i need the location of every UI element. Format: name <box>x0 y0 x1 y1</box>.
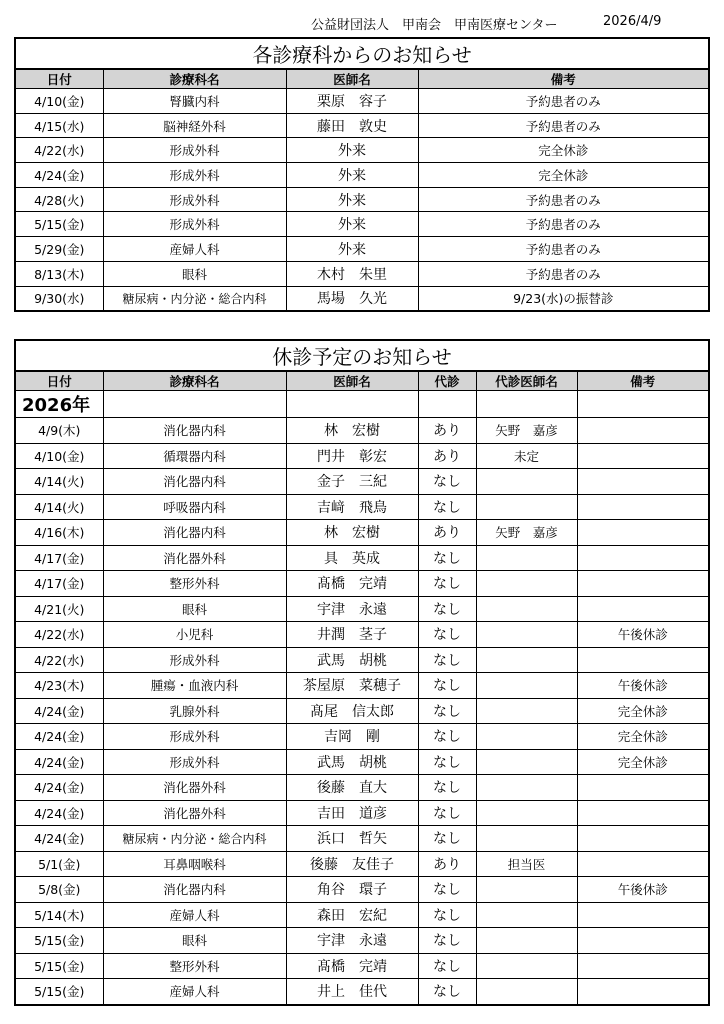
cell-dept: 糖尿病・内分泌・総合内科 <box>103 286 286 311</box>
col-substitute: 代診 <box>418 371 476 391</box>
cell-substitute: あり <box>418 851 476 877</box>
cell-substitute-doctor <box>476 877 577 903</box>
notices-column-header <box>15 69 709 89</box>
cell-dept: 消化器外科 <box>103 545 286 571</box>
cell-substitute: なし <box>418 469 476 495</box>
cell-note: 完全休診 <box>577 749 709 775</box>
cell-dept: 耳鼻咽喉科 <box>103 851 286 877</box>
cell-doctor: 外来 <box>286 187 418 212</box>
cell-date: 4/24(金) <box>15 826 103 852</box>
cell-substitute: なし <box>418 698 476 724</box>
cell-substitute-doctor <box>476 673 577 699</box>
cell-substitute: なし <box>418 902 476 928</box>
cell-note <box>577 826 709 852</box>
table-row <box>15 418 709 444</box>
cell-substitute-doctor <box>476 622 577 648</box>
cell-date: 4/15(水) <box>15 113 103 138</box>
cell-doctor: 藤田 敦史 <box>286 113 418 138</box>
cell-date: 5/15(金) <box>15 979 103 1005</box>
cell-note <box>577 469 709 495</box>
cell-dept: 消化器外科 <box>103 775 286 801</box>
cell-note <box>577 902 709 928</box>
cell-dept: 形成外科 <box>103 187 286 212</box>
cell-doctor: 髙橋 完靖 <box>286 953 418 979</box>
table-row <box>15 979 709 1005</box>
table-row <box>15 89 709 114</box>
cell-doctor: 髙橋 完靖 <box>286 571 418 597</box>
cell-date: 5/1(金) <box>15 851 103 877</box>
cell-substitute: なし <box>418 749 476 775</box>
document-date: 2026/4/9 <box>603 14 662 29</box>
cell-note: 完全休診 <box>577 724 709 750</box>
table-row <box>15 571 709 597</box>
year-label: 2026年 <box>15 391 103 418</box>
cell-substitute: なし <box>418 673 476 699</box>
table-row <box>15 286 709 311</box>
cell-doctor: 門井 彰宏 <box>286 443 418 469</box>
table-row <box>15 800 709 826</box>
cell-dept: 眼科 <box>103 261 286 286</box>
table-row <box>15 163 709 188</box>
cell-note: 9/23(水)の振替診 <box>418 286 709 311</box>
cell-substitute: あり <box>418 443 476 469</box>
col-date: 日付 <box>15 371 103 391</box>
cell-dept: 産婦人科 <box>103 237 286 262</box>
cell-date: 4/14(火) <box>15 494 103 520</box>
cell-substitute-doctor <box>476 902 577 928</box>
cell-note <box>577 851 709 877</box>
cell-note: 予約患者のみ <box>418 237 709 262</box>
cell-date: 9/30(水) <box>15 286 103 311</box>
cell-date: 4/17(金) <box>15 571 103 597</box>
cell-doctor: 浜口 哲矢 <box>286 826 418 852</box>
table-row <box>15 261 709 286</box>
table-row <box>15 851 709 877</box>
cell-doctor: 吉田 道彦 <box>286 800 418 826</box>
cell-substitute-doctor <box>476 571 577 597</box>
cell-dept: 形成外科 <box>103 749 286 775</box>
cell-doctor: 外来 <box>286 138 418 163</box>
cell-substitute-doctor <box>476 647 577 673</box>
cell-doctor: 吉岡 剛 <box>286 724 418 750</box>
cell-date: 4/24(金) <box>15 749 103 775</box>
cell-substitute-doctor: 担当医 <box>476 851 577 877</box>
table-row <box>15 622 709 648</box>
cell-doctor: 後藤 直大 <box>286 775 418 801</box>
cell-substitute: なし <box>418 647 476 673</box>
cell-doctor: 髙尾 信太郎 <box>286 698 418 724</box>
cell-note <box>577 596 709 622</box>
cell-dept: 眼科 <box>103 596 286 622</box>
cell-substitute: なし <box>418 724 476 750</box>
cell-doctor: 吉﨑 飛鳥 <box>286 494 418 520</box>
cell-date: 4/22(水) <box>15 647 103 673</box>
table-row <box>15 698 709 724</box>
table-row <box>15 826 709 852</box>
table-row <box>15 187 709 212</box>
cell-date: 4/22(水) <box>15 622 103 648</box>
cell-doctor: 井上 佳代 <box>286 979 418 1005</box>
cell-doctor: 武馬 胡桃 <box>286 749 418 775</box>
cell-substitute-doctor <box>476 953 577 979</box>
cell-note: 予約患者のみ <box>418 212 709 237</box>
table-row <box>15 113 709 138</box>
cell-doctor: 外来 <box>286 237 418 262</box>
cell-dept: 消化器内科 <box>103 469 286 495</box>
cell-note: 予約患者のみ <box>418 187 709 212</box>
cell-date: 4/24(金) <box>15 800 103 826</box>
cell-date: 4/24(金) <box>15 698 103 724</box>
cell-dept: 腫瘍・血液内科 <box>103 673 286 699</box>
cell-date: 5/15(金) <box>15 953 103 979</box>
cell-doctor: 林 宏樹 <box>286 520 418 546</box>
cell-substitute: あり <box>418 520 476 546</box>
col-doctor: 医師名 <box>286 69 418 89</box>
cell-note <box>577 545 709 571</box>
cell-dept: 小児科 <box>103 622 286 648</box>
cell-dept: 消化器外科 <box>103 800 286 826</box>
cell-substitute: なし <box>418 979 476 1005</box>
cell-substitute: なし <box>418 494 476 520</box>
year-row <box>15 391 709 418</box>
cell-note <box>577 928 709 954</box>
cell-doctor: 具 英成 <box>286 545 418 571</box>
table-row <box>15 673 709 699</box>
cell-note: 予約患者のみ <box>418 261 709 286</box>
table-row <box>15 469 709 495</box>
table-row <box>15 877 709 903</box>
cell-date: 4/24(金) <box>15 775 103 801</box>
table-row <box>15 902 709 928</box>
cell-dept: 脳神経外科 <box>103 113 286 138</box>
cell-dept: 産婦人科 <box>103 902 286 928</box>
organization-name: 公益財団法人 甲南会 甲南医療センター <box>311 18 558 33</box>
col-dept: 診療科名 <box>103 69 286 89</box>
cell-substitute-doctor <box>476 749 577 775</box>
cell-substitute: なし <box>418 800 476 826</box>
cell-dept: 眼科 <box>103 928 286 954</box>
col-substitute-doctor: 代診医師名 <box>476 371 577 391</box>
col-doctor: 医師名 <box>286 371 418 391</box>
cell-note: 予約患者のみ <box>418 89 709 114</box>
cell-dept: 産婦人科 <box>103 979 286 1005</box>
cell-substitute: なし <box>418 596 476 622</box>
cell-substitute: なし <box>418 826 476 852</box>
cell-dept: 乳腺外科 <box>103 698 286 724</box>
cell-substitute-doctor: 矢野 嘉彦 <box>476 520 577 546</box>
cell-substitute-doctor <box>476 826 577 852</box>
cell-note <box>577 443 709 469</box>
cell-date: 4/28(火) <box>15 187 103 212</box>
cell-date: 4/23(木) <box>15 673 103 699</box>
col-dept: 診療科名 <box>103 371 286 391</box>
table-row <box>15 138 709 163</box>
cell-date: 4/9(木) <box>15 418 103 444</box>
cell-note: 午後休診 <box>577 877 709 903</box>
cell-dept: 消化器内科 <box>103 418 286 444</box>
cell-dept: 形成外科 <box>103 138 286 163</box>
cell-dept: 消化器内科 <box>103 877 286 903</box>
cell-doctor: 外来 <box>286 163 418 188</box>
table-row <box>15 237 709 262</box>
table-row <box>15 596 709 622</box>
cell-date: 4/22(水) <box>15 138 103 163</box>
cell-date: 4/10(金) <box>15 443 103 469</box>
table-row <box>15 953 709 979</box>
cell-note: 完全休診 <box>418 138 709 163</box>
cell-doctor: 角谷 環子 <box>286 877 418 903</box>
cell-dept: 腎臓内科 <box>103 89 286 114</box>
cell-dept: 形成外科 <box>103 647 286 673</box>
cell-date: 5/15(金) <box>15 212 103 237</box>
cell-substitute-doctor <box>476 800 577 826</box>
cell-date: 4/14(火) <box>15 469 103 495</box>
cell-substitute-doctor <box>476 494 577 520</box>
table-row <box>15 647 709 673</box>
cell-dept: 整形外科 <box>103 953 286 979</box>
cell-note <box>577 775 709 801</box>
cell-date: 4/24(金) <box>15 724 103 750</box>
cell-note: 予約患者のみ <box>418 113 709 138</box>
cell-note <box>577 800 709 826</box>
notices-title: 各診療科からのお知らせ <box>15 38 709 69</box>
table-row <box>15 545 709 571</box>
cell-substitute-doctor <box>476 979 577 1005</box>
cell-dept: 消化器内科 <box>103 520 286 546</box>
cell-date: 4/17(金) <box>15 545 103 571</box>
cell-substitute: なし <box>418 622 476 648</box>
cell-doctor: 井潤 茎子 <box>286 622 418 648</box>
cell-doctor: 外来 <box>286 212 418 237</box>
cell-substitute-doctor <box>476 596 577 622</box>
cell-note <box>577 494 709 520</box>
table-row <box>15 212 709 237</box>
cell-doctor: 栗原 容子 <box>286 89 418 114</box>
cell-doctor: 馬場 久光 <box>286 286 418 311</box>
cell-dept: 循環器内科 <box>103 443 286 469</box>
col-note: 備考 <box>418 69 709 89</box>
cell-date: 5/15(金) <box>15 928 103 954</box>
cell-note <box>577 647 709 673</box>
cell-note: 完全休診 <box>577 698 709 724</box>
cell-date: 4/10(金) <box>15 89 103 114</box>
closures-title: 休診予定のお知らせ <box>15 340 709 371</box>
col-date: 日付 <box>15 69 103 89</box>
cell-note: 完全休診 <box>418 163 709 188</box>
cell-substitute-doctor <box>476 724 577 750</box>
cell-substitute: なし <box>418 953 476 979</box>
cell-substitute: なし <box>418 545 476 571</box>
cell-note: 午後休診 <box>577 622 709 648</box>
cell-doctor: 茶屋原 菜穂子 <box>286 673 418 699</box>
col-note: 備考 <box>577 371 709 391</box>
table-row <box>15 443 709 469</box>
cell-substitute: なし <box>418 877 476 903</box>
cell-note <box>577 418 709 444</box>
cell-doctor: 森田 宏紀 <box>286 902 418 928</box>
department-notices-table <box>14 37 710 312</box>
cell-note <box>577 520 709 546</box>
closures-column-header <box>15 371 709 391</box>
cell-substitute-doctor: 矢野 嘉彦 <box>476 418 577 444</box>
cell-substitute: なし <box>418 571 476 597</box>
closure-schedule-table <box>14 339 710 1006</box>
document-header <box>0 14 724 32</box>
cell-doctor: 木村 朱里 <box>286 261 418 286</box>
table-row <box>15 724 709 750</box>
cell-doctor: 後藤 友佳子 <box>286 851 418 877</box>
cell-note <box>577 953 709 979</box>
cell-date: 4/24(金) <box>15 163 103 188</box>
cell-note <box>577 571 709 597</box>
cell-substitute-doctor <box>476 928 577 954</box>
cell-date: 4/21(火) <box>15 596 103 622</box>
cell-dept: 形成外科 <box>103 724 286 750</box>
table-row <box>15 928 709 954</box>
cell-dept: 形成外科 <box>103 163 286 188</box>
cell-note: 午後休診 <box>577 673 709 699</box>
table-row <box>15 520 709 546</box>
table-row <box>15 749 709 775</box>
table-row <box>15 775 709 801</box>
cell-note <box>577 979 709 1005</box>
cell-date: 5/29(金) <box>15 237 103 262</box>
cell-doctor: 宇津 永遠 <box>286 928 418 954</box>
cell-substitute: なし <box>418 928 476 954</box>
cell-doctor: 金子 三紀 <box>286 469 418 495</box>
cell-date: 8/13(木) <box>15 261 103 286</box>
cell-date: 4/16(木) <box>15 520 103 546</box>
cell-dept: 整形外科 <box>103 571 286 597</box>
cell-doctor: 武馬 胡桃 <box>286 647 418 673</box>
cell-substitute-doctor <box>476 469 577 495</box>
cell-substitute-doctor: 未定 <box>476 443 577 469</box>
cell-dept: 形成外科 <box>103 212 286 237</box>
table-row <box>15 494 709 520</box>
cell-date: 5/8(金) <box>15 877 103 903</box>
cell-substitute-doctor <box>476 698 577 724</box>
cell-substitute-doctor <box>476 545 577 571</box>
cell-substitute: あり <box>418 418 476 444</box>
cell-date: 5/14(木) <box>15 902 103 928</box>
cell-dept: 呼吸器内科 <box>103 494 286 520</box>
cell-dept: 糖尿病・内分泌・総合内科 <box>103 826 286 852</box>
cell-substitute-doctor <box>476 775 577 801</box>
cell-doctor: 宇津 永遠 <box>286 596 418 622</box>
cell-substitute: なし <box>418 775 476 801</box>
cell-doctor: 林 宏樹 <box>286 418 418 444</box>
